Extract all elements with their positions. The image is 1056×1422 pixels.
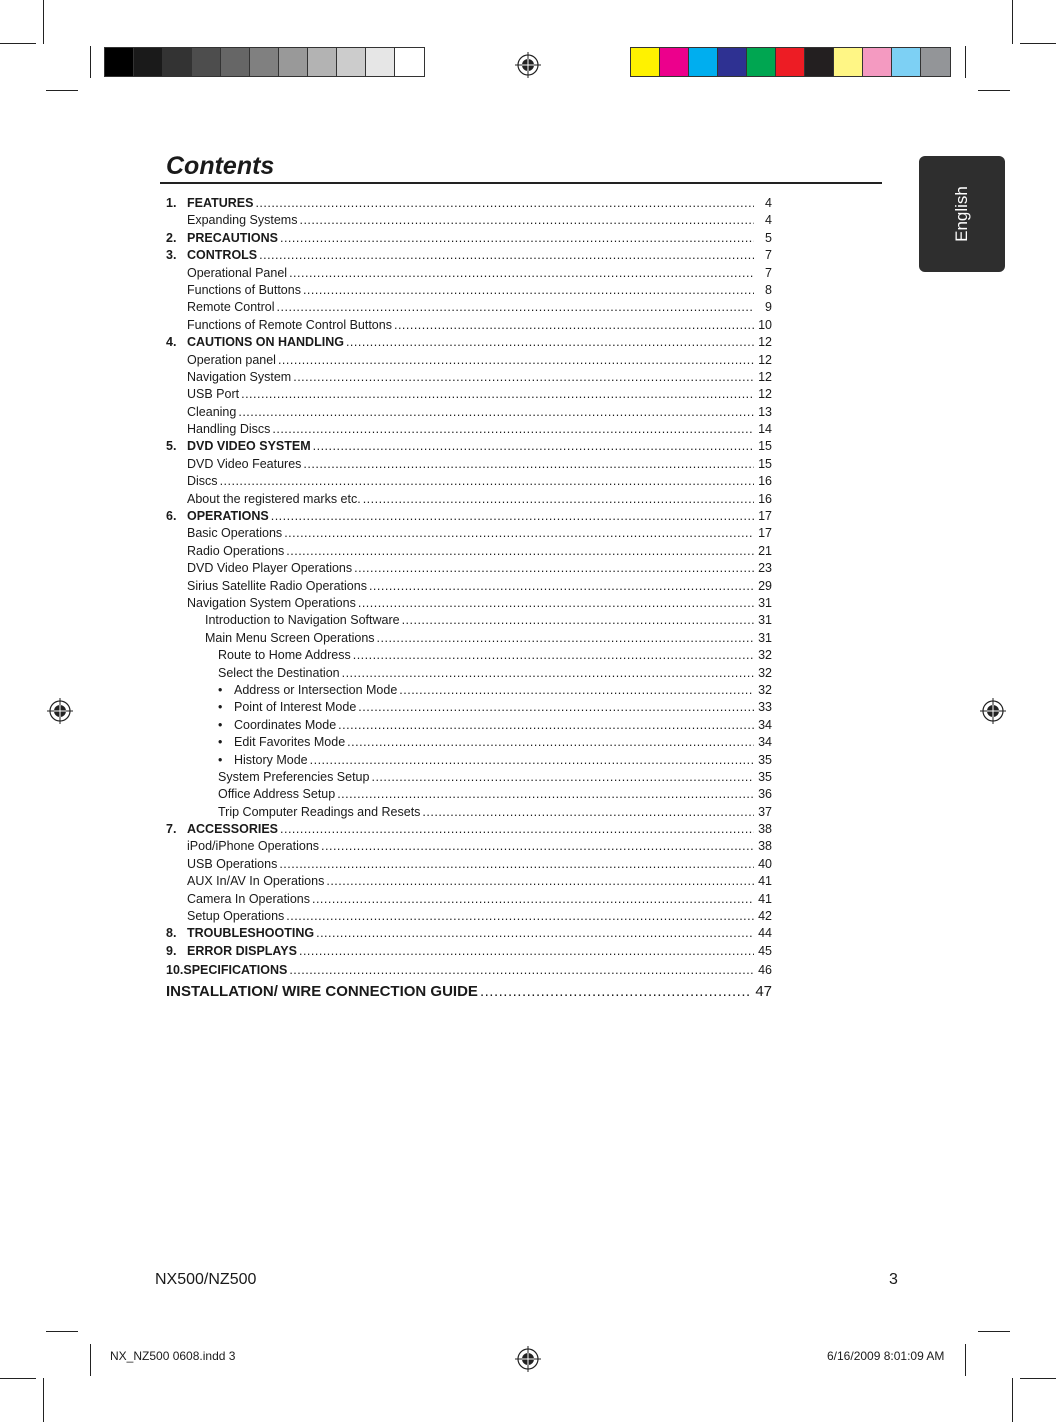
toc-entry-text: Main Menu Screen Operations <box>205 630 375 645</box>
toc-entry-text: DVD Video Features <box>187 456 302 471</box>
toc-entry-number: 4. <box>166 335 177 350</box>
toc-entry-page: 14 <box>758 422 772 437</box>
toc-entry <box>166 212 772 229</box>
dot-leader <box>277 299 754 316</box>
toc-entry-page: 34 <box>758 735 772 750</box>
toc-entry-page: 45 <box>758 943 772 958</box>
toc-entry-page: 31 <box>758 595 772 610</box>
toc-entry-number: 6. <box>166 509 177 524</box>
toc-entry <box>166 873 772 890</box>
toc-entry-label <box>166 821 278 838</box>
page-title: Contents <box>166 152 275 180</box>
toc-entry-label <box>166 752 308 769</box>
dot-leader <box>353 647 754 664</box>
toc-entry <box>166 352 772 369</box>
dot-leader <box>279 856 754 873</box>
dot-leader <box>377 630 754 647</box>
color-swatch <box>776 48 805 76</box>
toc-entry <box>166 282 772 299</box>
toc-entry-page: 17 <box>758 526 772 541</box>
gray-swatch <box>337 48 366 76</box>
dot-leader <box>286 908 754 925</box>
color-swatch <box>834 48 863 76</box>
date-slug: 6/16/2009 8:01:09 AM <box>827 1349 945 1363</box>
toc-entry-label <box>166 734 345 751</box>
dot-leader <box>272 421 754 438</box>
toc-entry-text: Edit Favorites Mode <box>234 735 346 750</box>
toc-entry <box>166 717 772 734</box>
color-swatch <box>718 48 747 76</box>
toc-entry-label <box>166 456 301 473</box>
toc-entry <box>166 856 772 873</box>
toc-entry-label <box>166 473 218 490</box>
color-swatch <box>892 48 921 76</box>
toc-entry-text: OPERATIONS <box>187 509 269 524</box>
toc-entry <box>166 543 772 560</box>
toc-entry-text: Radio Operations <box>187 543 285 558</box>
toc-entry-page: 33 <box>758 700 772 715</box>
registration-mark-icon <box>47 698 73 724</box>
toc-entry-label <box>166 212 297 229</box>
dot-leader <box>358 595 754 612</box>
grayscale-bar <box>104 47 425 77</box>
toc-entry <box>166 560 772 577</box>
registration-mark-icon <box>515 52 541 78</box>
toc-entry <box>166 438 772 455</box>
toc-entry <box>166 752 772 769</box>
toc-entry-label <box>166 421 270 438</box>
crop-mark <box>978 1331 1010 1332</box>
toc-entry-text: Route to Home Address <box>218 648 351 663</box>
crop-mark <box>90 46 91 78</box>
toc-entry-page: 32 <box>758 682 772 697</box>
toc-entry-text: USB Operations <box>187 856 278 871</box>
toc-entry <box>166 769 772 786</box>
toc-entry-label <box>166 873 324 890</box>
toc-entry <box>166 595 772 612</box>
toc-entry-text: Point of Interest Mode <box>234 700 357 715</box>
toc-entry-number: 7. <box>166 822 177 837</box>
toc-entry-label <box>166 334 344 351</box>
dot-leader <box>310 752 754 769</box>
toc-entry-page: 38 <box>758 839 772 854</box>
dot-leader <box>303 456 754 473</box>
gray-swatch <box>221 48 250 76</box>
gray-swatch <box>134 48 163 76</box>
crop-mark <box>1020 43 1056 44</box>
toc-entry <box>166 317 772 334</box>
toc-entry-label <box>166 438 311 455</box>
toc-entry <box>166 508 772 525</box>
toc-entry <box>166 473 772 490</box>
toc-entry <box>166 647 772 664</box>
toc-entry <box>166 838 772 855</box>
toc-entry-page: 32 <box>758 648 772 663</box>
dot-leader <box>255 195 754 212</box>
toc-entry-page: 21 <box>758 543 772 558</box>
dot-leader <box>422 804 754 821</box>
toc-entry-label <box>166 980 478 1004</box>
toc-entry-text: Functions of Buttons <box>187 282 301 297</box>
toc-entry-label <box>166 560 352 577</box>
crop-mark <box>0 43 36 44</box>
toc-entry-page: 36 <box>758 787 772 802</box>
toc-entry <box>166 786 772 803</box>
toc-entry-text: About the registered marks etc. <box>187 491 361 506</box>
toc-entry-page: 12 <box>758 387 772 402</box>
toc-entry-text: 10.SPECIFICATIONS <box>166 963 288 978</box>
crop-mark <box>978 90 1010 91</box>
toc-entry-label <box>166 369 291 386</box>
toc-entry-label <box>166 786 335 803</box>
toc-entry-page: 35 <box>758 752 772 767</box>
dot-leader <box>326 873 754 890</box>
toc-entry-label <box>166 699 356 716</box>
toc-entry-number: 3. <box>166 248 177 263</box>
toc-entry-page: 7 <box>765 265 772 280</box>
crop-mark <box>0 1378 36 1379</box>
dot-leader <box>347 734 754 751</box>
toc-entry-page: 12 <box>758 335 772 350</box>
dot-leader <box>313 438 754 455</box>
toc-entry-label <box>166 352 276 369</box>
toc-entry <box>166 891 772 908</box>
toc-entry <box>166 578 772 595</box>
toc-entry-page: 16 <box>758 491 772 506</box>
gray-swatch <box>395 48 424 76</box>
language-tab <box>919 156 1005 272</box>
toc-entry <box>166 682 772 699</box>
dot-leader <box>371 769 754 786</box>
toc-entry-text: Remote Control <box>187 300 275 315</box>
dot-leader <box>337 786 754 803</box>
toc-entry-label <box>166 595 356 612</box>
language-tab-label: English <box>952 186 971 242</box>
toc-entry <box>166 665 772 682</box>
color-bar <box>630 47 951 77</box>
crop-mark <box>43 0 44 44</box>
crop-mark <box>965 46 966 78</box>
dot-leader <box>278 352 754 369</box>
color-swatch <box>921 48 950 76</box>
toc-entry <box>166 960 772 980</box>
toc-entry <box>166 908 772 925</box>
table-of-contents <box>166 195 772 1004</box>
toc-entry-page: 31 <box>758 613 772 628</box>
dot-leader <box>312 891 754 908</box>
gray-swatch <box>366 48 395 76</box>
toc-entry-label <box>166 856 277 873</box>
color-swatch <box>689 48 718 76</box>
dot-leader <box>293 369 754 386</box>
toc-entry-text: ERROR DISPLAYS <box>187 943 297 958</box>
toc-entry-text: Handling Discs <box>187 422 271 437</box>
toc-entry-text: Camera In Operations <box>187 891 310 906</box>
dot-leader <box>363 491 754 508</box>
toc-entry-number: 5. <box>166 439 177 454</box>
toc-entry-text: Cleaning <box>187 404 237 419</box>
bullet-icon: • <box>218 682 223 697</box>
toc-entry-label <box>166 612 400 629</box>
toc-entry-label <box>166 299 275 316</box>
toc-entry-page: 23 <box>758 561 772 576</box>
gray-swatch <box>279 48 308 76</box>
toc-entry-text: INSTALLATION/ WIRE CONNECTION GUIDE <box>166 983 478 1001</box>
toc-entry-text: Navigation System Operations <box>187 595 356 610</box>
toc-entry-text: Functions of Remote Control Buttons <box>187 317 392 332</box>
toc-entry-text: FEATURES <box>187 196 254 210</box>
toc-entry-text: TROUBLESHOOTING <box>187 926 315 941</box>
toc-entry-text: Trip Computer Readings and Resets <box>218 804 421 819</box>
toc-entry-label <box>166 682 397 699</box>
toc-entry <box>166 821 772 838</box>
toc-entry <box>166 334 772 351</box>
toc-entry-label <box>166 838 319 855</box>
gray-swatch <box>308 48 337 76</box>
dot-leader <box>338 717 754 734</box>
toc-entry <box>166 491 772 508</box>
toc-entry-text: Expanding Systems <box>187 213 298 228</box>
dot-leader <box>346 334 754 351</box>
title-rule <box>160 182 882 184</box>
toc-entry-label <box>166 943 297 960</box>
toc-entry-label <box>166 247 257 264</box>
bullet-icon: • <box>218 752 223 767</box>
toc-entry-label <box>166 804 420 821</box>
bullet-icon: • <box>218 717 223 732</box>
dot-leader <box>299 943 754 960</box>
toc-entry-page: 38 <box>758 822 772 837</box>
toc-entry <box>166 525 772 542</box>
toc-entry <box>166 734 772 751</box>
toc-entry-page: 13 <box>758 404 772 419</box>
toc-entry <box>166 421 772 438</box>
dot-leader <box>286 543 754 560</box>
toc-entry-page: 15 <box>758 439 772 454</box>
dot-leader <box>284 525 754 542</box>
page-number: 3 <box>889 1271 898 1288</box>
toc-entry-text: System Preferencies Setup <box>218 769 370 784</box>
bullet-icon: • <box>218 735 223 750</box>
toc-entry-label <box>166 891 310 908</box>
toc-entry <box>166 980 772 1004</box>
toc-entry <box>166 369 772 386</box>
dot-leader <box>289 960 754 980</box>
toc-entry-label <box>166 647 351 664</box>
toc-entry-label <box>166 265 287 282</box>
crop-mark <box>46 1331 78 1332</box>
toc-entry-page: 12 <box>758 369 772 384</box>
toc-entry <box>166 195 772 212</box>
toc-entry-text: CAUTIONS ON HANDLING <box>187 335 344 350</box>
gray-swatch <box>192 48 221 76</box>
toc-entry-label <box>166 404 236 421</box>
toc-entry-page: 46 <box>758 963 772 978</box>
toc-entry-label <box>166 282 301 299</box>
dot-leader <box>271 508 754 525</box>
toc-entry-label <box>166 908 284 925</box>
bullet-icon: • <box>218 700 223 715</box>
toc-entry-label <box>166 960 287 980</box>
dot-leader <box>321 838 754 855</box>
dot-leader <box>289 265 754 282</box>
toc-entry-page: 7 <box>765 248 772 263</box>
toc-entry-label <box>166 317 392 334</box>
toc-entry-text: CONTROLS <box>187 248 258 263</box>
toc-entry-text: USB Port <box>187 387 240 402</box>
toc-entry-label <box>166 717 336 734</box>
toc-entry-page: 47 <box>755 983 772 1001</box>
color-swatch <box>631 48 660 76</box>
toc-entry-label <box>166 925 314 942</box>
dot-leader <box>369 578 754 595</box>
dot-leader <box>399 682 754 699</box>
color-swatch <box>805 48 834 76</box>
toc-entry-page: 32 <box>758 665 772 680</box>
toc-entry-page: 31 <box>758 630 772 645</box>
registration-mark-icon <box>515 1346 541 1372</box>
toc-entry-number: 9. <box>166 943 177 958</box>
toc-entry-page: 40 <box>758 856 772 871</box>
toc-entry <box>166 925 772 942</box>
toc-entry <box>166 247 772 264</box>
model-name: NX500/NZ500 <box>155 1271 257 1288</box>
toc-entry <box>166 265 772 282</box>
toc-entry-text: Coordinates Mode <box>234 717 337 732</box>
crop-mark <box>43 1378 44 1422</box>
dot-leader <box>280 230 754 247</box>
toc-entry <box>166 230 772 247</box>
toc-entry-number: 1. <box>166 196 177 210</box>
toc-entry <box>166 630 772 647</box>
dot-leader <box>354 560 754 577</box>
dot-leader <box>316 925 754 942</box>
toc-entry-page: 44 <box>758 926 772 941</box>
dot-leader <box>342 665 754 682</box>
toc-entry-label <box>166 630 375 647</box>
toc-entry-page: 41 <box>758 891 772 906</box>
dot-leader <box>480 980 750 1004</box>
toc-entry-label <box>166 386 239 403</box>
toc-entry-page: 5 <box>765 230 772 245</box>
color-swatch <box>660 48 689 76</box>
crop-mark <box>1020 1378 1056 1379</box>
toc-entry-page: 4 <box>765 196 772 210</box>
toc-entry-text: Operational Panel <box>187 265 288 280</box>
crop-mark <box>1012 1378 1013 1422</box>
toc-entry-page: 9 <box>765 300 772 315</box>
dot-leader <box>220 473 754 490</box>
dot-leader <box>241 386 754 403</box>
dot-leader <box>358 699 754 716</box>
toc-entry-label <box>166 491 361 508</box>
toc-entry-page: 29 <box>758 578 772 593</box>
toc-entry-number: 2. <box>166 230 177 245</box>
toc-entry-page: 8 <box>765 282 772 297</box>
toc-entry-page: 34 <box>758 717 772 732</box>
toc-entry-page: 15 <box>758 456 772 471</box>
toc-entry-page: 10 <box>758 317 772 332</box>
crop-mark <box>46 90 78 91</box>
file-slug: NX_NZ500 0608.indd 3 <box>110 1349 236 1363</box>
toc-entry-text: ACCESSORIES <box>187 822 278 837</box>
toc-entry-label <box>166 769 369 786</box>
toc-entry-text: Sirius Satellite Radio Operations <box>187 578 367 593</box>
dot-leader <box>280 821 754 838</box>
toc-entry <box>166 943 772 960</box>
toc-entry-page: 16 <box>758 474 772 489</box>
toc-entry-number: 8. <box>166 926 177 941</box>
color-swatch <box>863 48 892 76</box>
gray-swatch <box>163 48 192 76</box>
toc-entry-text: Introduction to Navigation Software <box>205 613 400 628</box>
toc-entry-text: Address or Intersection Mode <box>234 682 398 697</box>
crop-mark <box>965 1344 966 1376</box>
toc-entry-text: Operation panel <box>187 352 276 367</box>
toc-entry-page: 35 <box>758 769 772 784</box>
toc-entry-label <box>166 230 278 247</box>
toc-entry <box>166 404 772 421</box>
registration-mark-icon <box>980 698 1006 724</box>
crop-mark <box>90 1344 91 1376</box>
toc-entry <box>166 804 772 821</box>
toc-entry-text: Discs <box>187 474 218 489</box>
toc-entry-page: 12 <box>758 352 772 367</box>
dot-leader <box>299 212 754 229</box>
toc-entry-page: 17 <box>758 509 772 524</box>
toc-entry <box>166 299 772 316</box>
dot-leader <box>238 404 754 421</box>
toc-entry-text: PRECAUTIONS <box>187 230 278 245</box>
dot-leader <box>402 612 754 629</box>
toc-entry-text: DVD VIDEO SYSTEM <box>187 439 311 454</box>
toc-entry <box>166 386 772 403</box>
toc-entry-text: Basic Operations <box>187 526 283 541</box>
toc-entry <box>166 612 772 629</box>
dot-leader <box>259 247 754 264</box>
toc-entry-page: 42 <box>758 909 772 924</box>
toc-entry-text: History Mode <box>234 752 308 767</box>
crop-mark <box>1012 0 1013 44</box>
toc-entry-page: 4 <box>765 213 772 228</box>
toc-entry-text: Office Address Setup <box>218 787 336 802</box>
toc-entry-label <box>166 665 340 682</box>
dot-leader <box>303 282 754 299</box>
toc-entry-label <box>166 508 269 525</box>
toc-entry-label <box>166 578 367 595</box>
toc-entry-label <box>166 543 284 560</box>
toc-entry-text: AUX In/AV In Operations <box>187 874 325 889</box>
toc-entry-text: Setup Operations <box>187 909 285 924</box>
toc-entry-text: DVD Video Player Operations <box>187 561 353 576</box>
gray-swatch <box>105 48 134 76</box>
toc-entry <box>166 699 772 716</box>
dot-leader <box>394 317 754 334</box>
toc-entry-page: 37 <box>758 804 772 819</box>
toc-entry-page: 41 <box>758 874 772 889</box>
toc-entry-text: Navigation System <box>187 369 292 384</box>
gray-swatch <box>250 48 279 76</box>
toc-entry-label <box>166 525 282 542</box>
toc-entry <box>166 456 772 473</box>
toc-entry-text: Select the Destination <box>218 665 340 680</box>
toc-entry-label <box>166 195 253 212</box>
toc-entry-text: iPod/iPhone Operations <box>187 839 320 854</box>
color-swatch <box>747 48 776 76</box>
